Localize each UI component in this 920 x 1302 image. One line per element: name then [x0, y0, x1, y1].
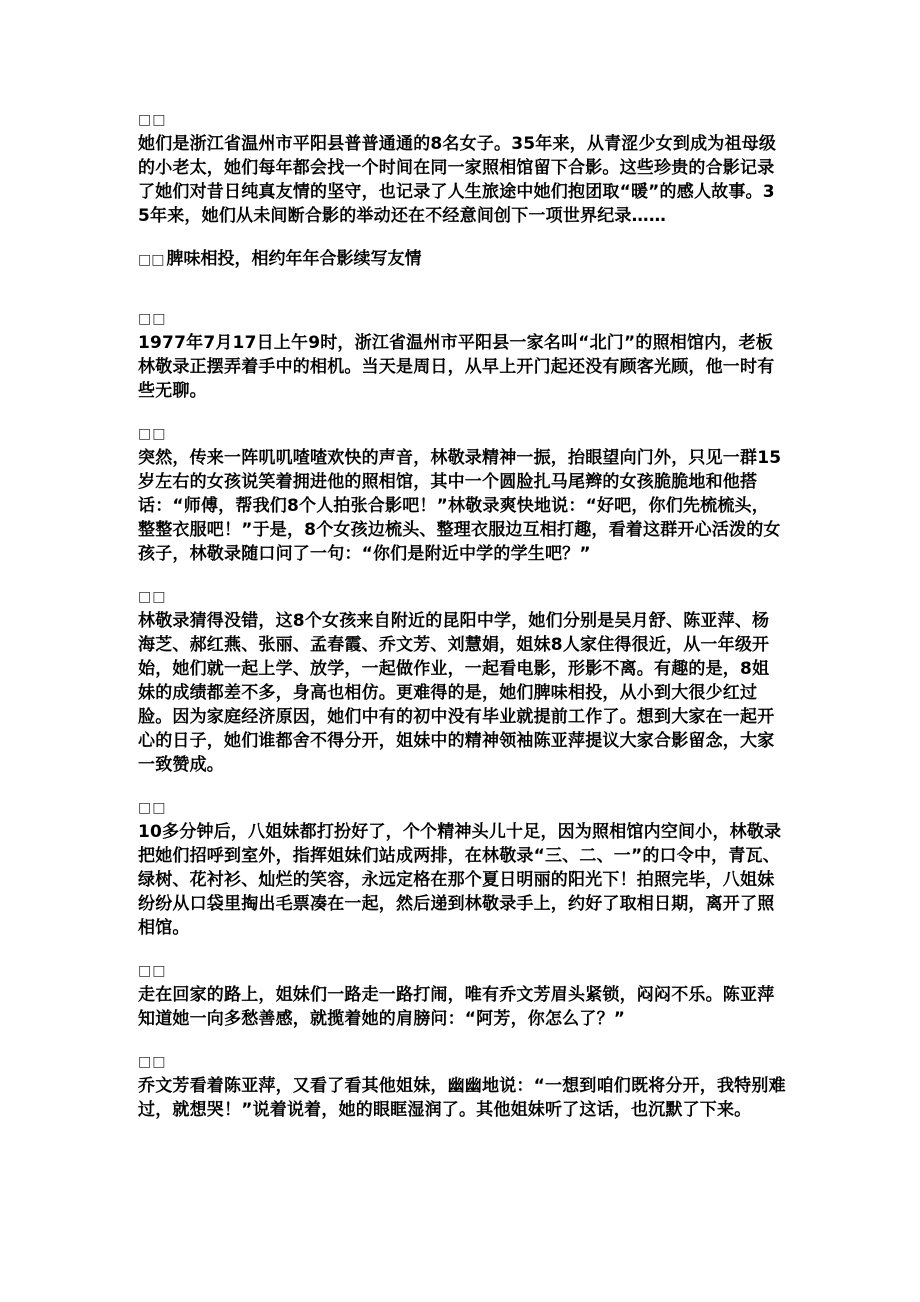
- paragraph-text: 乔文芳看着陈亚萍，又看了看其他姐妹，幽幽地说：“一想到咱们既将分开，我特别难过，就想哭！”说着说着，她的眼眶湿润了。其他姐妹听了这话，也沉默了下来。: [138, 1076, 786, 1120]
- paragraph-text: 林敬录猜得没错，这8个女孩来自附近的昆阳中学，她们分别是吴月舒、陈亚萍、杨海芝、郝红燕、张丽、孟春霞、乔文芳、刘慧娟，姐妹8人家住得很近，从一年级开始，她们就一起上学、放学，一起做作业，一起看电影，形影不离。有趣的是，8姐妹的成绩都差不多，身高也相仿。更难得的是，她们脾味相投，从小到大很少红过脸。因为家庭经济原因，她们中有的初中没有毕业就提前工作了。想到大家在一起开心的日子，她们谁都舍不得分开，姐妹中的精神领袖陈亚萍提议大家合影留念，大家一致赞成。: [138, 611, 775, 775]
- paragraph-1: [138, 307, 786, 403]
- paragraph-marker: □□: [138, 112, 167, 128]
- paragraph-marker: □□: [138, 426, 167, 442]
- paragraph-marker: □□: [138, 311, 167, 327]
- heading-text: 脾味相投，相约年年合影续写友情: [166, 249, 422, 269]
- paragraph-text: 10多分钟后，八姐妹都打扮好了，个个精神头儿十足，因为照相馆内空间小，林敬录把她们招呼到室外，指挥姐妹们站成两排，在林敬录“三、二、一”的口令中，青瓦、绿树、花衬衫、灿烂的笑容，永远定格在那个夏日明丽的阳光下！拍照完毕，八姐妹纷纷从口袋里掏出毛票凑在一起，然后递到林敬录手上，约好了取相日期，离开了照相馆。: [138, 822, 782, 938]
- paragraph-intro: [138, 108, 786, 228]
- paragraph-marker: □□: [138, 1054, 167, 1070]
- document-page: [138, 108, 786, 1141]
- paragraph-text: 1977年7月17日上午9时，浙江省温州市平阳县一家名叫“北门”的照相馆内，老板林敬录正摆弄着手中的相机。当天是周日，从早上开门起还没有顾客光顾，他一时有些无聊。: [138, 333, 775, 401]
- paragraph-marker: □□: [138, 589, 167, 605]
- paragraph-marker: □□: [138, 963, 167, 979]
- paragraph-4: [138, 796, 786, 940]
- paragraph-text: 她们是浙江省温州市平阳县普普通通的8名女子。35年来，从青涩少女到成为祖母级的小老太，她们每年都会找一个时间在同一家照相馆留下合影。这些珍贵的合影记录了她们对昔日纯真友情的坚守，也记录了人生旅途中她们抱团取“暖”的感人故事。35年来，她们从未间断合影的举动还在不经意间创下一项世界纪录……: [138, 134, 777, 226]
- paragraph-6: [138, 1050, 786, 1122]
- paragraph-3: [138, 585, 786, 777]
- paragraph-text: 突然，传来一阵叽叽喳喳欢快的声音，林敬录精神一振，抬眼望向门外，只见一群15岁左右的女孩说笑着拥进他的照相馆，其中一个圆脸扎马尾辫的女孩脆脆地和他搭话：“师傅，帮我们8个人拍张合影吧！”林敬录爽快地说：“好吧，你们先梳梳头，整整衣服吧！”于是，8个女孩边梳头、整理衣服边互相打趣，看着这群开心活泼的女孩子，林敬录随口问了一句：“你们是附近中学的学生吧？”: [138, 448, 782, 564]
- heading-marker: □□: [138, 252, 165, 268]
- paragraph-2: [138, 422, 786, 566]
- paragraph-marker: □□: [138, 800, 167, 816]
- paragraph-text: 走在回家的路上，姐妹们一路走一路打闹，唯有乔文芳眉头紧锁，闷闷不乐。陈亚萍知道她一向多愁善感，就揽着她的肩膀问：“阿芳，你怎么了？”: [138, 985, 775, 1029]
- section-heading: [138, 247, 786, 272]
- paragraph-5: [138, 959, 786, 1031]
